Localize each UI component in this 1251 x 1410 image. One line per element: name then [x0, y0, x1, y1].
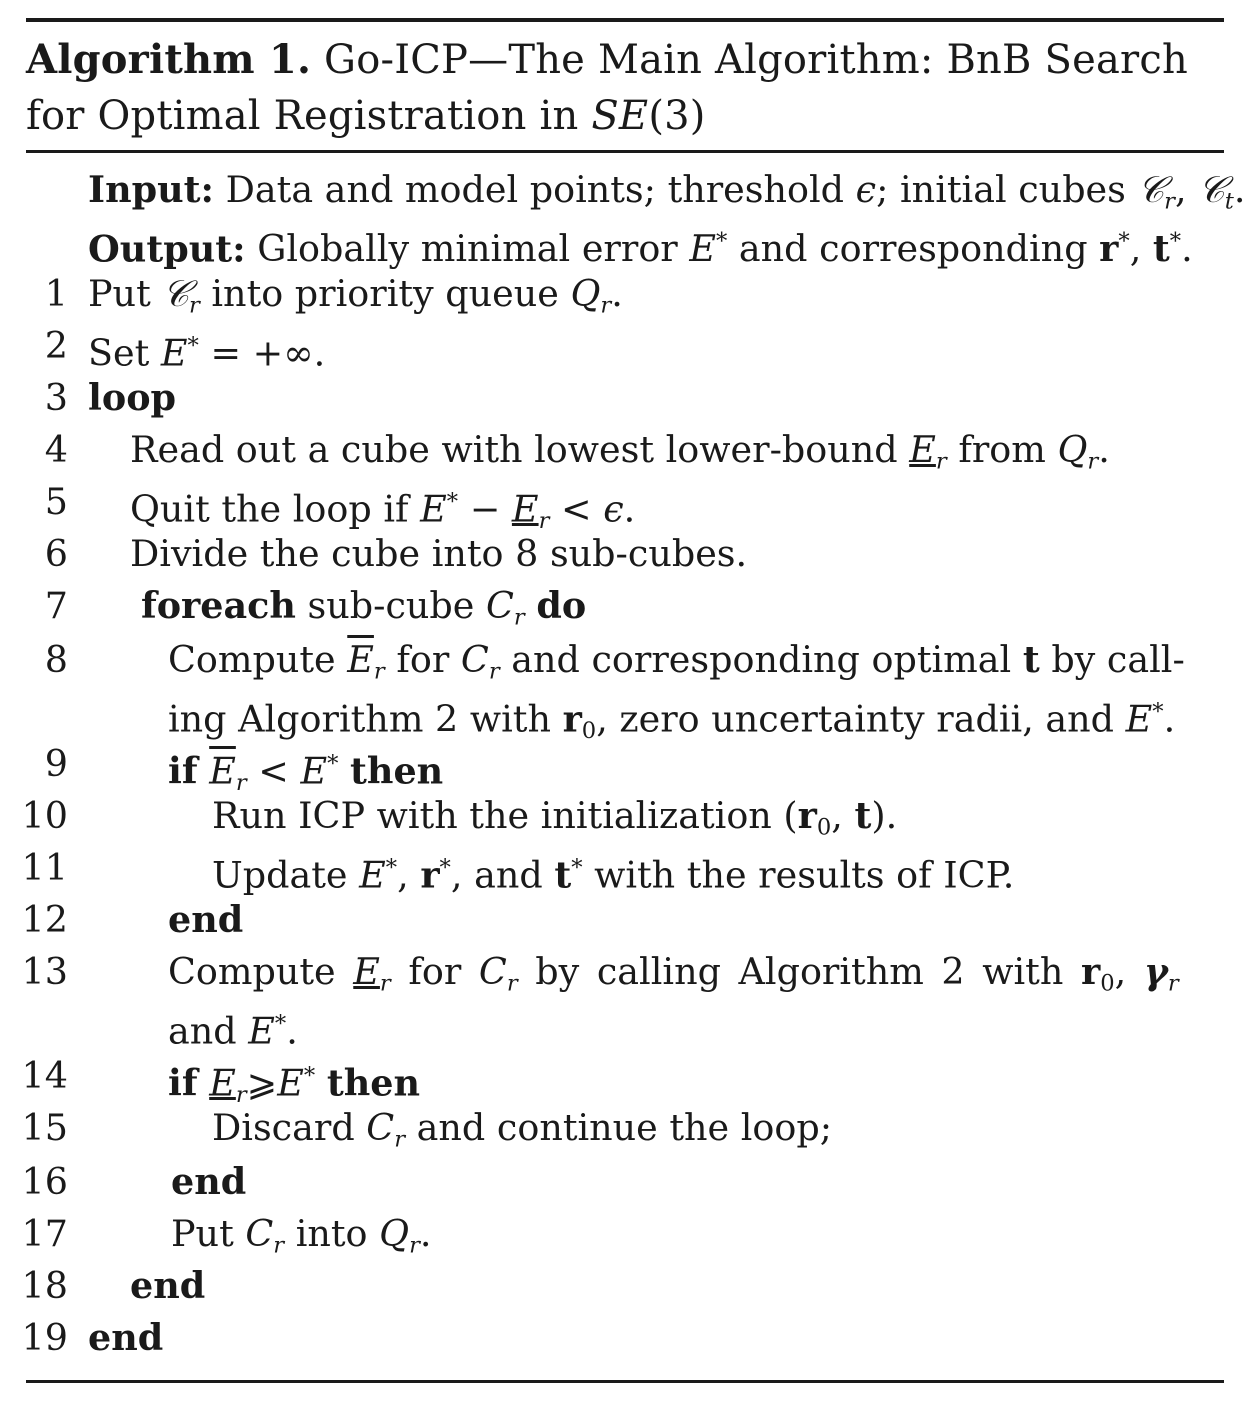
line-number: 7 — [44, 584, 68, 627]
input-text: Data and model points; threshold ϵ; initial cubes 𝒞$_r$, 𝒞$_t$. — [225, 168, 1246, 215]
line-number: 5 — [44, 480, 68, 523]
line-number: 13 — [21, 950, 68, 993]
input-label: Input: — [88, 168, 215, 211]
line-number: 9 — [44, 742, 68, 785]
line-text: Set E* = +∞. — [88, 331, 326, 375]
line-text: and E*. — [168, 1009, 298, 1053]
line-text: Discard $C_r$ and continue the loop; — [212, 1106, 833, 1153]
line-number: 16 — [21, 1160, 68, 1203]
loop-keyword: loop — [88, 376, 177, 419]
line-text: ing Algorithm 2 with r0, zero uncertainty radii, and E*. — [168, 697, 1176, 744]
end-keyword: end — [171, 1160, 247, 1203]
line-text: Divide the cube into 8 sub-cubes. — [130, 532, 748, 575]
output-text: Globally minimal error E* and corresponding r*, t*. — [257, 227, 1193, 271]
line-text: if $E_r⩾E^*$ then — [168, 1061, 421, 1108]
line-text: Put 𝒞$_r$ into priority queue $Q_r$. — [88, 272, 623, 319]
caption-math: SE — [591, 93, 649, 139]
line-text: Compute $E_r$ for $C_r$ by calling Algorithm 2 with r0, $\gamma_r$ — [168, 950, 1179, 997]
line-number: 6 — [44, 532, 68, 575]
algorithm-label: Algorithm 1. — [26, 36, 312, 83]
line-number: 11 — [21, 846, 68, 889]
line-number: 17 — [21, 1212, 68, 1255]
end-keyword: end — [168, 898, 244, 941]
line-text: Read out a cube with lowest lower-bound $E_r$ from $Q_r$. — [130, 428, 1110, 475]
output-label: Output: — [88, 227, 246, 271]
caption-rule — [26, 150, 1224, 153]
algorithm-caption — [26, 32, 1226, 144]
line-number: 3 — [44, 376, 68, 419]
line-number: 4 — [44, 428, 68, 471]
caption-tail: (3) — [648, 93, 706, 139]
line-number: 8 — [44, 638, 68, 681]
top-rule — [26, 18, 1224, 22]
line-number: 14 — [21, 1054, 68, 1097]
line-number: 15 — [21, 1106, 68, 1149]
line-number: 1 — [44, 272, 68, 315]
line-text: Put $C_r$ into $Q_r$. — [171, 1212, 432, 1259]
line-text: Update E*, r*, and t* with the results of ICP. — [212, 853, 1015, 897]
line-text: Quit the loop if $E^* - E_r < \epsilon$. — [130, 487, 636, 534]
line-number: 19 — [21, 1316, 68, 1359]
line-text: if $\overline{E}_r < E^*$ then — [168, 749, 444, 796]
line-number: 18 — [21, 1264, 68, 1307]
caption-line-2: for Optimal Registration in — [26, 93, 592, 139]
line-number: 10 — [21, 794, 68, 837]
end-keyword: end — [88, 1316, 164, 1359]
line-text: foreach sub-cube $C_r$ do — [141, 584, 587, 631]
line-number: 2 — [44, 324, 68, 367]
caption-line-1: Go-ICP—The Main Algorithm: BnB Search — [324, 37, 1188, 83]
end-keyword: end — [130, 1264, 206, 1307]
line-number: 12 — [21, 898, 68, 941]
line-text: Run ICP with the initialization (r0, t). — [212, 794, 898, 841]
bottom-rule — [26, 1380, 1224, 1383]
line-text: Compute $\overline{E}_r$ for $C_r$ and corresponding optimal t by call- — [168, 638, 1185, 685]
